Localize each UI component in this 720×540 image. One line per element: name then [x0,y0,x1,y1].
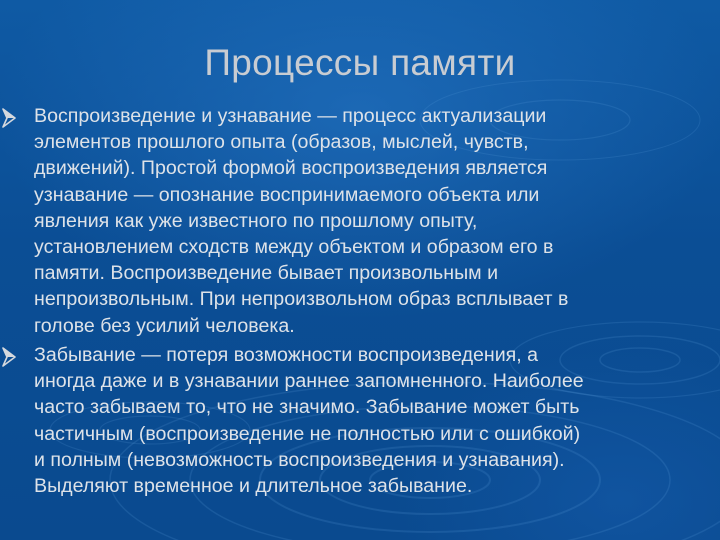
bullet-text: Забывание — потеря возможности воспроизведения, а иногда даже и в узнавании раннее запомненного. Наиболее часто забываем то, что не значимо. Забывание может быть частичным (воспроизведение не полностью или с ошибкой) и полным (невозможность воспроизведения и узнавания). Выделяют временное и длительное забывание. [34,344,584,498]
bullet-text: Воспроизведение и узнавание — процесс актуализации элементов прошлого опыта (образов, мыслей, чувств, движений). Простой формой воспроизведения является узнавание — опознание воспринимаемого объекта или явления как уже известного по прошлому опыту, установлением сходств между объектом и образом его в памяти. Воспроизведение бывает произвольным и непроизвольным. При непроизвольном образ всплывает в голове без усилий человека. [34,105,569,337]
slide-title: Процессы памяти [204,42,516,83]
arrowhead-bullet-icon [1,347,17,367]
arrowhead-bullet-icon [1,108,17,128]
